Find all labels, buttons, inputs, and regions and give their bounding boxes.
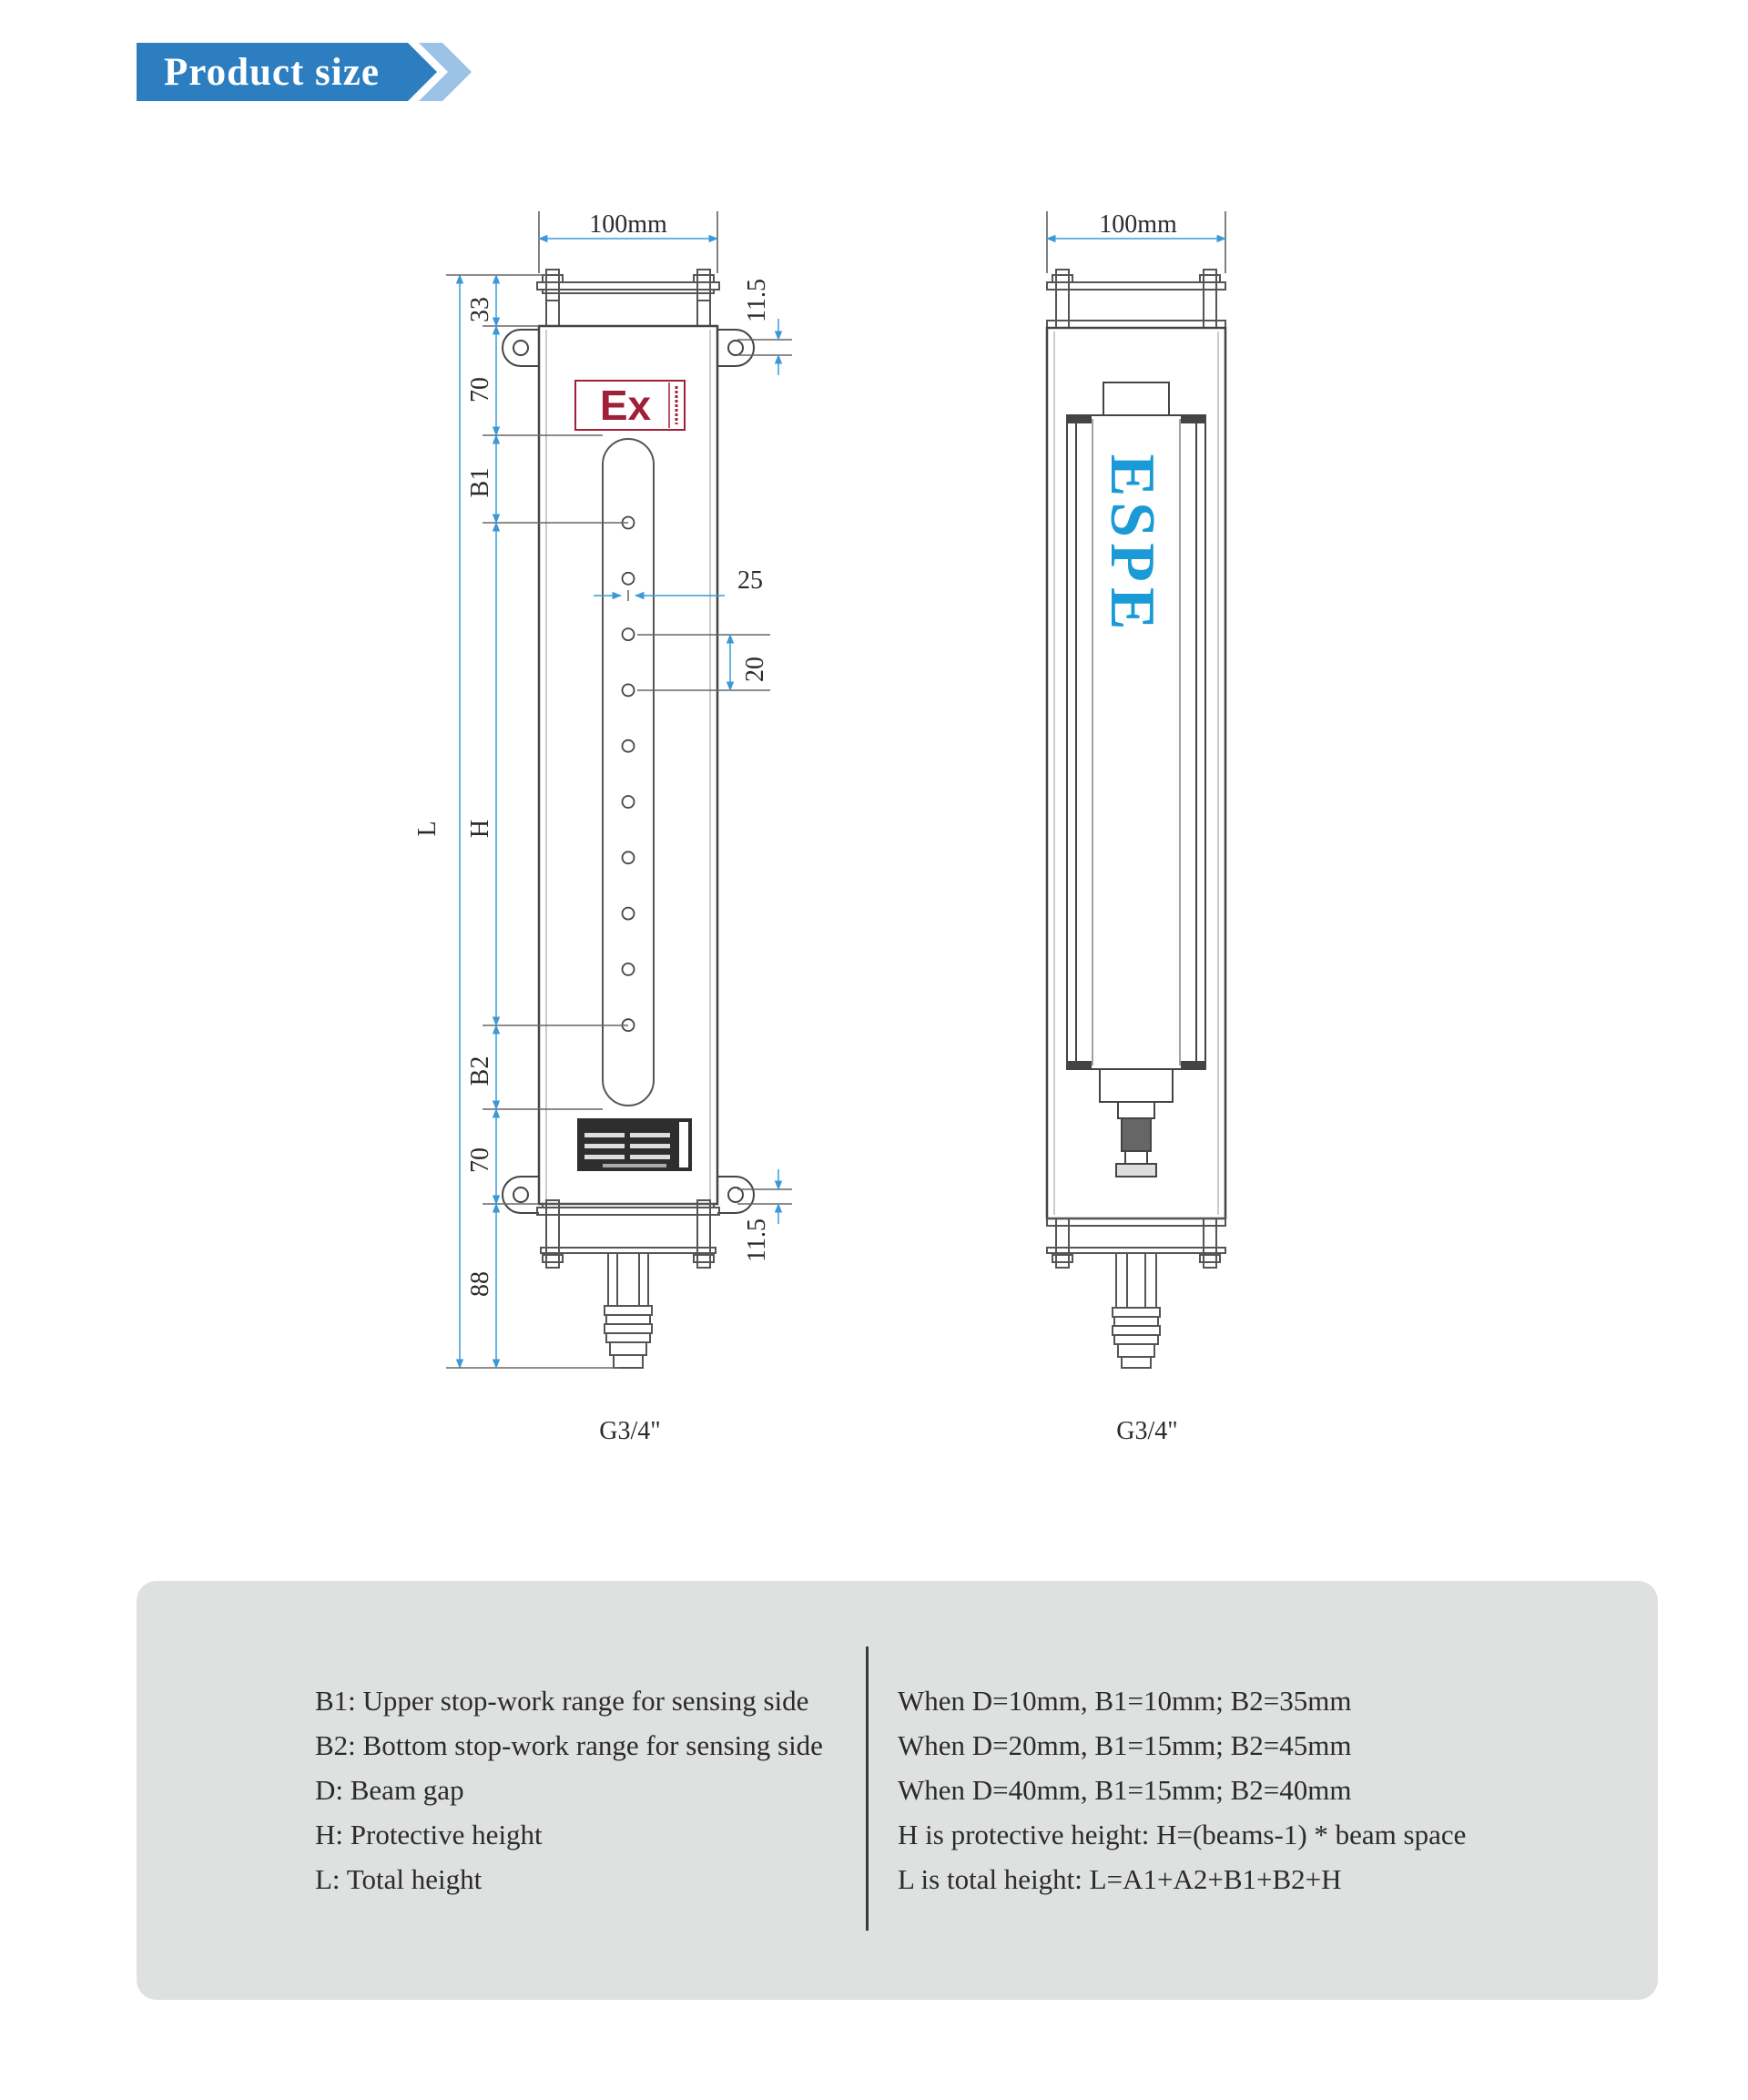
mounting-ear-top-left (503, 330, 539, 366)
side-view (1047, 210, 1225, 1445)
legend-divider (866, 1646, 869, 1931)
dim-b1-label: B1 (466, 467, 494, 498)
legend-item: L is total height: L=A1+A2+B1+B2+H (898, 1863, 1342, 1895)
legend-item: H is protective height: H=(beams-1) * beam space (898, 1819, 1467, 1850)
beam-hole (623, 851, 635, 863)
legend-definitions (315, 1678, 823, 1901)
beam-hole (623, 573, 635, 585)
page-title: Product size (164, 51, 380, 94)
beam-hole (623, 796, 635, 808)
side-width-label: 100mm (1099, 210, 1177, 239)
dim-20-label: 20 (741, 657, 769, 682)
dim-88-label: 88 (466, 1271, 494, 1297)
legend-panel (137, 1581, 1658, 2000)
side-thread-label: G3/4" (1116, 1417, 1178, 1445)
ex-label (575, 381, 685, 430)
espe-brand-text: ESPE (1097, 454, 1167, 636)
legend-item: B1: Upper stop-work range for sensing side (315, 1685, 809, 1717)
beam-hole (623, 908, 635, 920)
front-view (413, 210, 792, 1445)
dim-11-5-top (737, 319, 792, 375)
dim-70-top-label: 70 (466, 377, 494, 403)
beam-hole (623, 963, 635, 975)
dim-l-label: L (413, 821, 442, 837)
dim-11-5-bottom-label: 11.5 (743, 1218, 771, 1262)
dim-h-label: H (466, 819, 494, 839)
mounting-ear-bottom-left (503, 1177, 539, 1213)
ex-text: Ex (599, 382, 652, 429)
side-top-cap (1103, 382, 1169, 415)
dim-33-label: 33 (466, 297, 494, 322)
legend-item: B2: Bottom stop-work range for sensing side (315, 1729, 823, 1761)
dim-25-label: 25 (737, 566, 763, 595)
dim-b2-label: B2 (466, 1055, 494, 1086)
name-plate (577, 1118, 692, 1171)
legend-item: When D=20mm, B1=15mm; B2=45mm (898, 1729, 1352, 1761)
cable-gland (605, 1253, 652, 1368)
dim-70-bottom-label: 70 (466, 1147, 494, 1173)
top-bracket (537, 270, 719, 326)
legend-item: When D=10mm, B1=10mm; B2=35mm (898, 1685, 1352, 1717)
legend-item: When D=40mm, B1=15mm; B2=40mm (898, 1774, 1352, 1806)
legend-item: D: Beam gap (315, 1774, 464, 1806)
beam-hole (623, 740, 635, 752)
dim-11-5-bottom (737, 1169, 792, 1224)
legend-item: L: Total height (315, 1863, 483, 1895)
side-bottom-bracket (1047, 1218, 1225, 1268)
beam-hole (623, 684, 635, 696)
sensing-window (603, 439, 654, 1106)
front-thread-label: G3/4" (599, 1417, 661, 1445)
dim-11-5-top-label: 11.5 (743, 279, 771, 322)
mounting-ear-top-right (717, 330, 754, 366)
bottom-bracket (537, 1200, 719, 1268)
legend-item: H: Protective height (315, 1819, 543, 1850)
front-width-label: 100mm (589, 210, 667, 239)
side-cable-gland (1113, 1253, 1160, 1368)
legend-formulas (898, 1678, 1466, 1901)
mounting-ear-bottom-right (717, 1177, 754, 1213)
beam-hole (623, 628, 635, 640)
side-top-bracket (1047, 270, 1225, 328)
